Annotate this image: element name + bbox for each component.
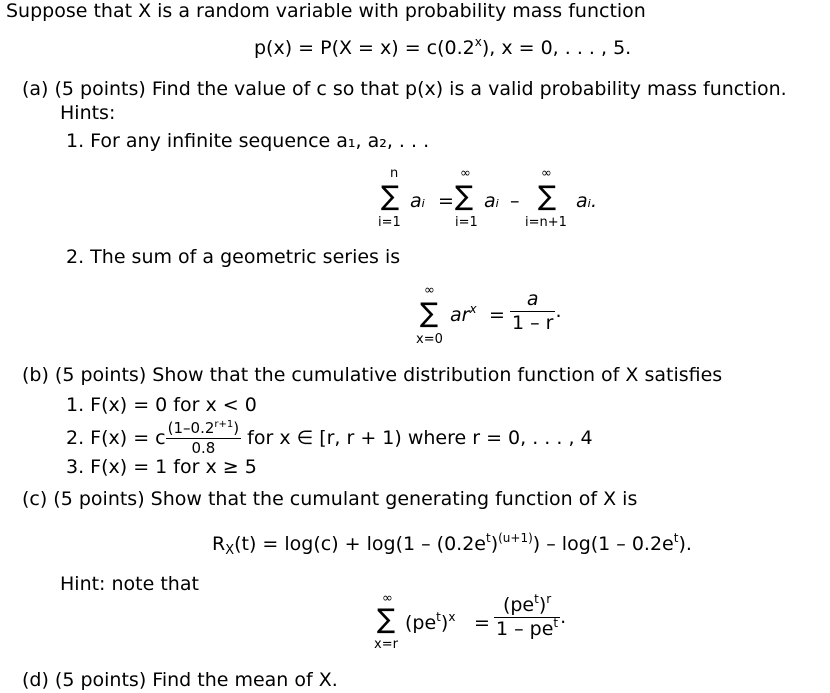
hsum-num: $(pe^t)^r$ <box>502 592 552 616</box>
hsum-end: . <box>560 606 567 628</box>
part-c-question: (c) (5 points) Show that the cumulant generating function of X is <box>22 488 638 510</box>
geo-eq: = <box>489 304 505 326</box>
pmf-rhs: ), x = 0, . . . , 5. <box>481 37 632 59</box>
sum2-lower: i=1 <box>455 215 478 230</box>
geo-upper: ∞ <box>424 283 435 298</box>
geo-num: a <box>526 288 539 310</box>
part-a-question: (a) (5 points) Find the value of c so that p(x) is a valid probability mass function. <box>22 78 787 100</box>
sum2-term: aᵢ <box>484 190 500 212</box>
sum1-term: aᵢ <box>410 190 426 212</box>
hint-2: 2. The sum of a geometric series is <box>66 246 401 268</box>
geo-den: 1 – r <box>512 312 554 334</box>
hint-1: 1. For any infinite sequence a₁, a₂, . . . <box>66 130 430 152</box>
pmf-lhs: p(x) = P(X = x) = c(0.2 <box>254 37 475 59</box>
cdf-item-1: 1. F(x) = 0 for x < 0 <box>66 394 257 416</box>
sum3-sigma: ∑ <box>538 181 557 212</box>
cdf-item-3: 3. F(x) = 1 for x ≥ 5 <box>66 456 257 478</box>
sum1-lower: i=1 <box>378 215 401 230</box>
hsum-lower: x=r <box>374 637 398 652</box>
hints-label: Hints: <box>60 102 116 124</box>
pmf-exp: x <box>474 35 482 49</box>
intro-text: Suppose that X is a random variable with probability mass function <box>6 0 646 22</box>
cdf-item-2: 2. F(x) = c $\frac{(1-0.2^{r+1})}{0.8}$ for x ∈ [r, r + 1) where r = 0, . . . , 4 <box>66 419 593 457</box>
sum2-upper: ∞ <box>460 166 471 181</box>
geo-term: $ar^x$ <box>450 302 477 326</box>
cgf-equation: $R_X(t) = \log(c) + \log(1 - (0.2e^t)^{(u+1)}) - \log(1 - 0.2e^t)$. <box>212 531 692 558</box>
hsum-eq: = <box>474 612 490 634</box>
geo-sigma: ∑ <box>420 298 439 329</box>
geo-end: . <box>555 300 562 322</box>
sum1-sigma: ∑ <box>381 181 400 212</box>
hsum-term: $(pe^t)^x$ <box>405 610 456 634</box>
sum1-upper: n <box>390 166 399 181</box>
sum2-sigma: ∑ <box>455 181 474 212</box>
part-d-question: (d) (5 points) Find the mean of X. <box>22 669 338 691</box>
part-b-question: (b) (5 points) Show that the cumulative distribution function of X satisfies <box>22 364 723 386</box>
sum-eq: = <box>438 190 454 212</box>
pmf-equation <box>254 35 632 59</box>
geo-fraction <box>510 290 562 333</box>
cdf-frac-den: 0.8 <box>166 438 241 456</box>
sum-minus: – <box>510 190 520 212</box>
sum3-term: aᵢ. <box>576 190 598 212</box>
geo-lower: x=0 <box>416 332 443 347</box>
hsum-upper: ∞ <box>382 591 393 606</box>
hsum-den: $1 - pe^t$ <box>496 616 559 640</box>
hsum-fraction <box>494 592 567 640</box>
cdf-frac-num: $(1-0.2^{r+1})$ <box>167 419 240 437</box>
hsum-sigma: ∑ <box>377 604 396 635</box>
hint-c-label: Hint: note that <box>60 573 199 595</box>
sum3-upper: ∞ <box>541 166 552 181</box>
sum3-lower: i=n+1 <box>525 215 567 230</box>
